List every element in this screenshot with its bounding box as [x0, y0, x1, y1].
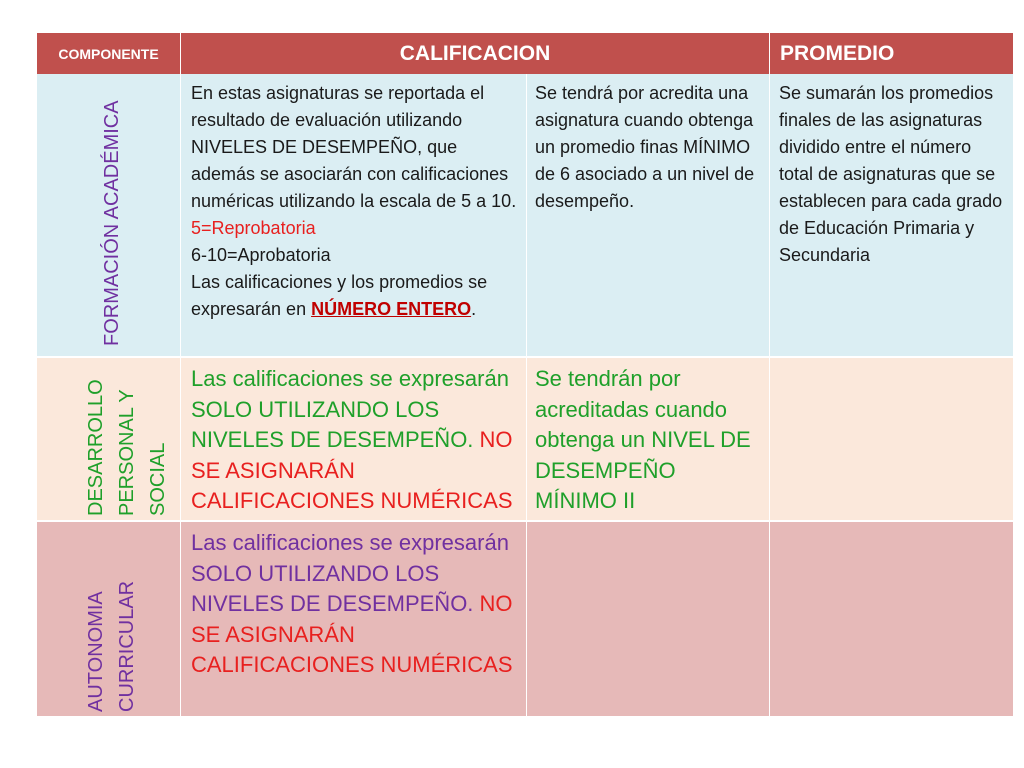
formacion-grading-cell — [181, 74, 526, 356]
numero-entero-emphasis: NÚMERO ENTERO — [311, 299, 472, 319]
autonomia-curricular-label: AUTONOMIA CURRICULAR — [85, 580, 138, 712]
column-divider — [180, 33, 181, 716]
row-label-autonomia-curricular — [37, 522, 180, 716]
header-promedio: PROMEDIO — [770, 33, 1013, 74]
autonomia-grading-warning: NO SE ASIGNARÁN CALIFICACIONES NUMÉRICAS — [191, 591, 513, 677]
desarrollo-accreditation-cell — [527, 358, 769, 520]
row-divider — [37, 356, 1013, 358]
desarrollo-accreditation-text: Se tendrán por acreditadas cuando obtenga un NIVEL DE DESEMPEÑO MÍNIMO II — [535, 366, 751, 513]
expression-rule: Las calificaciones y los promedios se expresarán en NÚMERO ENTERO. — [191, 272, 488, 319]
column-divider — [769, 33, 770, 716]
formacion-grading-text: En estas asignaturas se reportada el resultado de evaluación utilizando NIVELES DE DESEMPEÑO, que además se asociarán con calificaciones numéricas utilizando la escala de 5 a 10. — [191, 83, 517, 211]
formacion-average-text: Se sumarán los promedios finales de las asignaturas dividido entre el número total de asignaturas que se establecen para cada grado de Educación Primaria y Secundaria — [779, 83, 1003, 265]
desarrollo-average-cell — [770, 358, 1013, 520]
autonomia-average-cell — [770, 522, 1013, 716]
desarrollo-grading-text: Las calificaciones se expresarán SOLO UTILIZANDO LOS NIVELES DE DESEMPEÑO. — [191, 366, 509, 452]
formacion-accreditation-cell — [527, 74, 769, 356]
evaluation-table — [37, 33, 1013, 716]
passing-scale-text: 6-10=Aprobatoria — [191, 245, 331, 265]
header-componente: COMPONENTE — [37, 33, 180, 74]
formacion-average-cell — [770, 74, 1013, 356]
formacion-accreditation-text: Se tendrá por acredita una asignatura cuando obtenga un promedio finas MÍNIMO de 6 asociado a un nivel de desempeño. — [535, 83, 755, 211]
autonomia-grading-cell — [181, 522, 526, 716]
column-divider — [526, 74, 527, 716]
autonomia-grading-text: Las calificaciones se expresarán SOLO UTILIZANDO LOS NIVELES DE DESEMPEÑO. — [191, 530, 509, 616]
row-divider — [37, 520, 1013, 522]
formacion-academica-label: FORMACIÓN ACADÉMICA — [101, 100, 123, 346]
failing-scale-text: 5=Reprobatoria — [191, 218, 316, 238]
row-label-desarrollo-personal-social — [37, 358, 180, 520]
desarrollo-grading-cell — [181, 358, 526, 520]
desarrollo-grading-warning: NO SE ASIGNARÁN CALIFICACIONES NUMÉRICAS — [191, 427, 513, 513]
header-calificacion: CALIFICACION — [181, 33, 769, 74]
autonomia-accreditation-cell — [527, 522, 769, 716]
desarrollo-personal-social-label: DESARROLLO PERSONAL Y SOCIAL — [85, 379, 169, 516]
row-label-formacion-academica — [37, 74, 180, 356]
